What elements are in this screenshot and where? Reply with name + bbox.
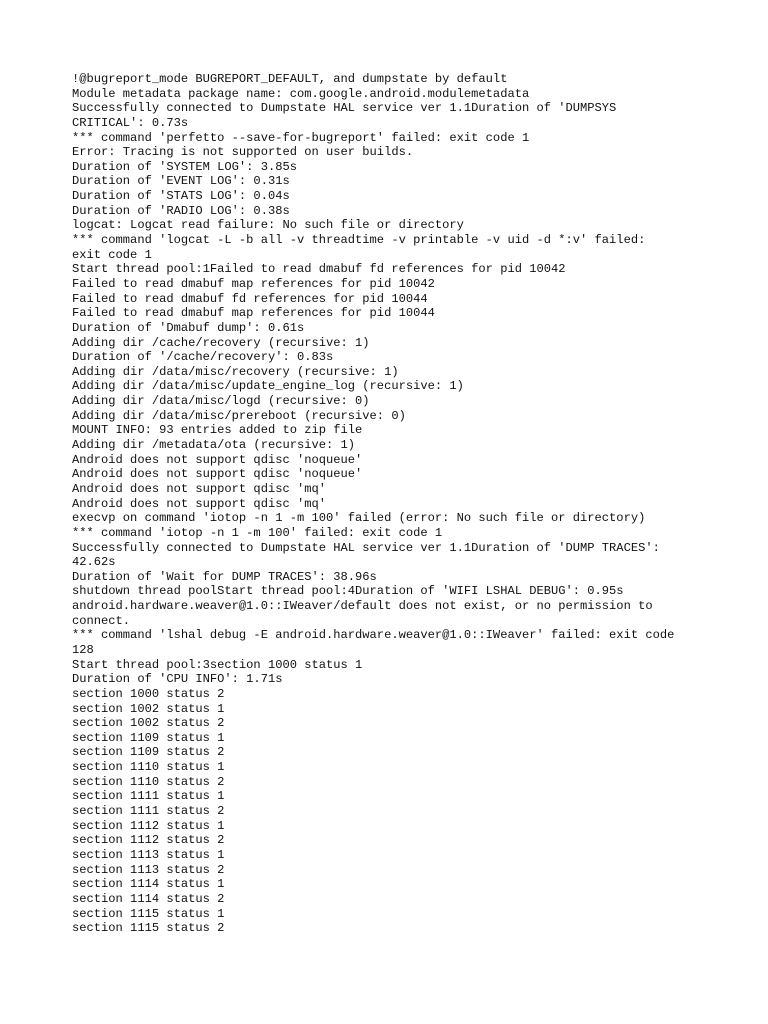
log-line: section 1109 status 2 [72,745,225,760]
log-line: 128 [72,642,94,657]
log-line: Android does not support qdisc 'mq' [72,481,327,496]
log-line: Duration of '/cache/recovery': 0.83s [72,350,334,365]
log-line: section 1002 status 2 [72,716,225,731]
log-line: shutdown thread poolStart thread pool:4Duration of 'WIFI LSHAL DEBUG': 0.95s [72,584,624,599]
log-line: connect. [72,613,131,628]
log-line: Android does not support qdisc 'noqueue' [72,467,363,482]
log-line: *** command 'logcat -L -b all -v threadtime -v printable -v uid -d *:v' failed: [72,233,646,248]
log-line: section 1114 status 2 [72,891,225,906]
log-line: !@bugreport_mode BUGREPORT_DEFAULT, and dumpstate by default [72,72,508,86]
log-line: Adding dir /data/misc/recovery (recursive: 1) [72,364,399,379]
log-line: section 1110 status 2 [72,774,225,789]
log-line: 42.62s [72,555,116,570]
log-line: section 1113 status 2 [72,862,225,877]
log-line: Successfully connected to Dumpstate HAL service ver 1.1Duration of 'DUMP TRACES': [72,540,660,555]
log-line: Adding dir /data/misc/prereboot (recursive: 0) [72,408,406,423]
log-line: section 1113 status 1 [72,847,225,862]
log-line: Duration of 'Wait for DUMP TRACES': 38.96s [72,569,377,584]
log-line: Module metadata package name: com.google.android.modulemetadata [72,86,530,101]
log-line: section 1115 status 2 [72,921,225,936]
log-line: section 1002 status 1 [72,701,225,716]
log-line: *** command 'iotop -n 1 -m 100' failed: exit code 1 [72,525,443,540]
log-line: Duration of 'EVENT LOG': 0.31s [72,174,290,189]
log-line: Adding dir /data/misc/update_engine_log (recursive: 1) [72,379,464,394]
log-line: Failed to read dmabuf fd references for pid 10044 [72,291,428,306]
log-line: section 1110 status 1 [72,760,225,775]
log-line: *** command 'perfetto --save-for-bugreport' failed: exit code 1 [72,130,530,145]
log-line: Adding dir /cache/recovery (recursive: 1) [72,335,370,350]
log-line: Duration of 'STATS LOG': 0.04s [72,189,290,204]
log-line: Failed to read dmabuf map references for pid 10044 [72,306,435,321]
log-line: Duration of 'SYSTEM LOG': 3.85s [72,159,297,174]
log-line: *** command 'lshal debug -E android.hardware.weaver@1.0::IWeaver' failed: exit code [72,628,675,643]
log-line: Successfully connected to Dumpstate HAL service ver 1.1Duration of 'DUMPSYS [72,101,617,116]
log-line: Duration of 'CPU INFO': 1.71s [72,672,283,687]
log-line: section 1111 status 2 [72,804,225,819]
log-line: Failed to read dmabuf map references for pid 10042 [72,276,435,291]
log-line: exit code 1 [72,247,152,262]
log-line: Android does not support qdisc 'mq' [72,496,327,511]
log-line: section 1112 status 2 [72,833,225,848]
log-line: section 1112 status 1 [72,818,225,833]
log-line: section 1114 status 1 [72,877,225,892]
log-line: section 1000 status 2 [72,686,225,701]
log-line: Start thread pool:1Failed to read dmabuf fd references for pid 10042 [72,262,566,277]
log-line: CRITICAL': 0.73s [72,115,189,130]
log-line: Error: Tracing is not supported on user builds. [72,145,414,160]
log-line: execvp on command 'iotop -n 1 -m 100' failed (error: No such file or directory) [72,511,646,526]
log-line: Adding dir /metadata/ota (recursive: 1) [72,438,356,453]
log-text [72,72,696,936]
log-line: section 1115 status 1 [72,906,225,921]
log-line: section 1111 status 1 [72,789,225,804]
log-line: Adding dir /data/misc/logd (recursive: 0) [72,394,370,409]
log-line: MOUNT INFO: 93 entries added to zip file [72,423,363,438]
log-line: Android does not support qdisc 'noqueue' [72,452,363,467]
log-line: Start thread pool:3section 1000 status 1 [72,657,363,672]
log-line: logcat: Logcat read failure: No such file or directory [72,218,464,233]
log-line: android.hardware.weaver@1.0::IWeaver/default does not exist, or no permission to [72,599,653,614]
log-line: section 1109 status 1 [72,730,225,745]
log-line: Duration of 'RADIO LOG': 0.38s [72,203,290,218]
log-line: Duration of 'Dmabuf dump': 0.61s [72,320,305,335]
